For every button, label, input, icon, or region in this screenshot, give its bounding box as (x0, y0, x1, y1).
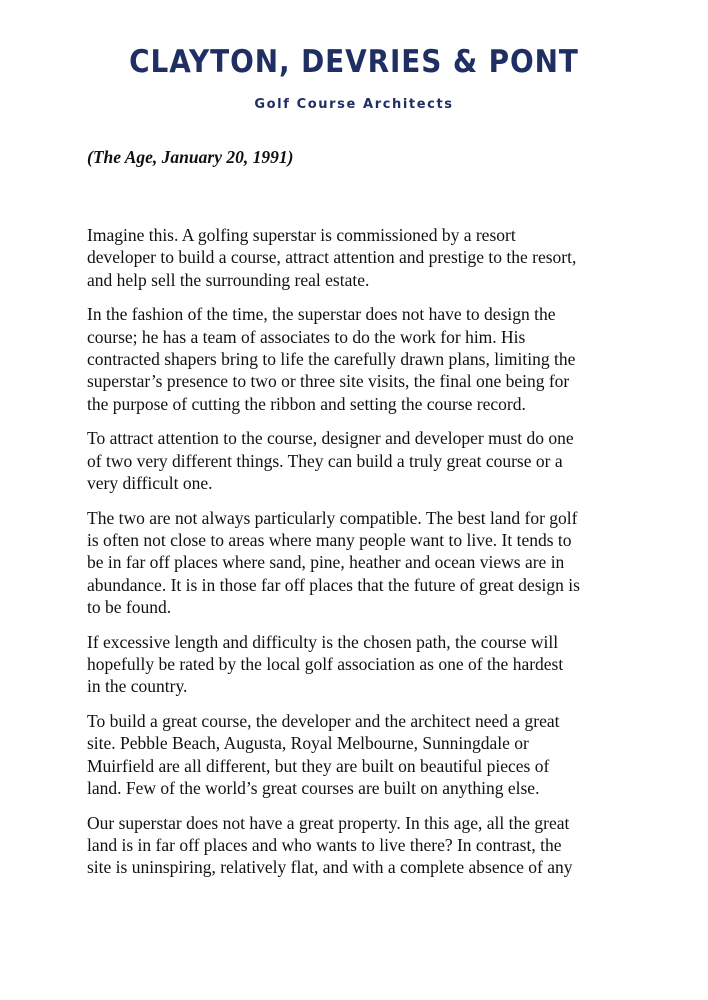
paragraph-line: course; he has a team of associates to do the work for him. His (87, 326, 526, 347)
article-paragraph (87, 631, 632, 698)
paragraph-line: site. Pebble Beach, Augusta, Royal Melbourne, Sunningdale or (87, 733, 529, 754)
paragraph-line: To attract attention to the course, designer and developer must do one (87, 428, 574, 449)
paragraph-line: developer to build a course, attract attention and prestige to the resort, (87, 247, 577, 268)
paragraph-line: If excessive length and difficulty is the chosen path, the course will (87, 631, 559, 652)
article-paragraph (87, 812, 632, 879)
paragraph-line: the purpose of cutting the ribbon and setting the course record. (87, 393, 526, 414)
paragraph-line: superstar’s presence to two or three site visits, the final one being for (87, 371, 570, 392)
article-paragraph (87, 303, 632, 414)
paragraph-line: hopefully be rated by the local golf association as one of the hardest (87, 654, 564, 675)
paragraph-line: very difficult one. (87, 472, 213, 493)
paragraph-line: of two very different things. They can build a truly great course or a (87, 450, 563, 471)
paragraph-line: contracted shapers bring to life the carefully drawn plans, limiting the (87, 348, 576, 369)
paragraph-line: Muirfield are all different, but they are built on beautiful pieces of (87, 755, 550, 776)
paragraph-line: to be found. (87, 596, 172, 617)
letterhead (0, 40, 708, 114)
paragraph-line: abundance. It is in those far off places that the future of great design is (87, 574, 580, 595)
article-body (87, 224, 632, 891)
paragraph-line: Imagine this. A golfing superstar is commissioned by a resort (87, 225, 516, 245)
paragraph-line: in the country. (87, 676, 188, 697)
article-paragraph (87, 224, 632, 291)
article-dateline: (The Age, January 20, 1991) (87, 147, 294, 167)
firm-subtitle: Golf Course Architects (254, 97, 454, 112)
paragraph-line: To build a great course, the developer and the architect need a great (87, 711, 560, 732)
paragraph-line: is often not close to areas where many people want to live. It tends to (87, 530, 572, 551)
firm-name: CLAYTON, DEVRIES & PONT (129, 44, 579, 80)
article-paragraph (87, 507, 632, 618)
paragraph-line: In the fashion of the time, the superstar does not have to design the (87, 304, 556, 325)
paragraph-line: be in far off places where sand, pine, heather and ocean views are in (87, 552, 565, 573)
article-paragraph (87, 710, 632, 799)
paragraph-line: site is uninspiring, relatively flat, and with a complete absence of any (87, 857, 573, 878)
paragraph-line: Our superstar does not have a great property. In this age, all the great (87, 812, 570, 833)
paragraph-line: land is in far off places and who wants to live there? In contrast, the (87, 835, 562, 856)
paragraph-line: land. Few of the world’s great courses are built on anything else. (87, 778, 540, 799)
paragraph-line: The two are not always particularly compatible. The best land for golf (87, 507, 578, 528)
article-paragraph (87, 427, 632, 494)
paragraph-line: and help sell the surrounding real estate. (87, 269, 370, 290)
